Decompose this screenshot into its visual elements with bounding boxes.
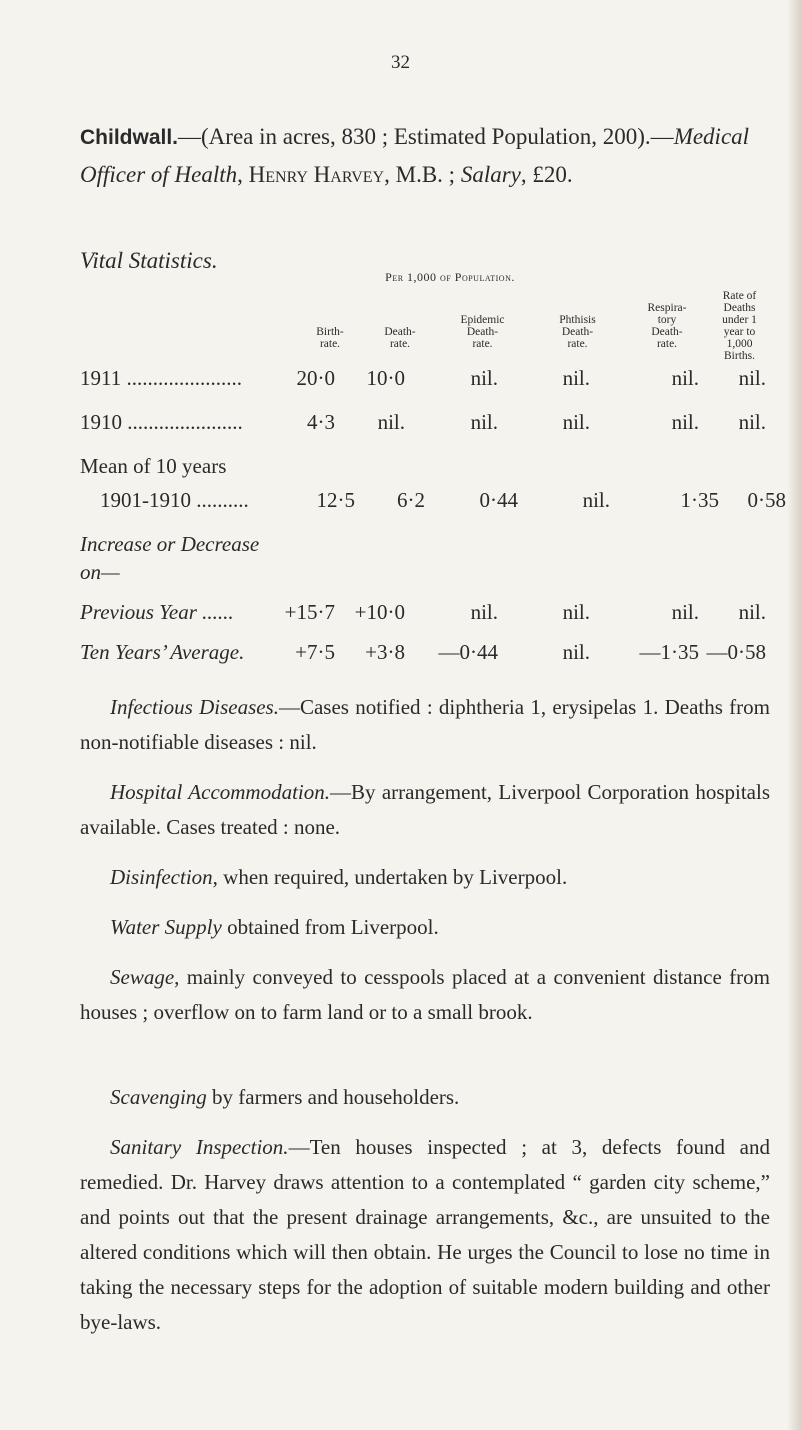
cell-respiratory: nil. (671, 410, 699, 434)
increase-label: Increase or Decrease (80, 532, 260, 556)
column-header-phthisis-death-rate: Phthisis Death- rate. (559, 314, 596, 350)
paragraph-lead: Infectious Diseases. (110, 695, 279, 719)
officer-title: Medical Officer of Health (80, 124, 750, 187)
salary-label: Salary (460, 162, 521, 187)
paragraph-text: , when required, undertaken by Liverpool. (212, 865, 568, 889)
cell-infant: nil. (738, 366, 766, 390)
cell-birth-rate: +15·7 (284, 600, 335, 624)
column-header-death-rate: Death- rate. (384, 326, 416, 350)
row-label-ten-years-average: Ten Years’ Average. (80, 640, 245, 664)
paragraph-text: obtained from Liverpool. (221, 915, 439, 939)
paragraph-scavenging (80, 1080, 770, 1115)
column-header-infant-mortality: Rate of Deaths under 1 year to 1,000 Births. (722, 290, 757, 362)
table-row-ten-years-average (80, 640, 780, 670)
cell-birth-rate: 4·3 (307, 410, 335, 434)
paragraph-lead: Sewage (110, 965, 175, 989)
row-label-1911: 1911 ...................... (80, 366, 242, 390)
cell-death-rate: nil. (377, 410, 405, 434)
cell-death-rate: 6·2 (397, 488, 425, 512)
paragraph-lead: Disinfection (110, 865, 213, 889)
cell-epidemic: nil. (470, 366, 498, 390)
cell-respiratory: nil. (671, 600, 699, 624)
table-row-mean (100, 488, 786, 518)
cell-birth-rate: 20·0 (296, 366, 335, 390)
paragraph-hospital-accommodation (80, 775, 770, 845)
paragraph-sanitary-inspection (80, 1130, 770, 1340)
paragraph-infectious-diseases (80, 690, 770, 760)
paragraph-lead: Sanitary Inspection. (110, 1135, 289, 1159)
cell-phthisis: nil. (562, 410, 590, 434)
cell-infant: —0·58 (706, 640, 766, 664)
cell-respiratory: 1·35 (680, 488, 719, 512)
district-name: Childwall. (80, 126, 179, 149)
paragraph-lead: Scavenging (110, 1085, 207, 1109)
paragraph-water-supply (80, 910, 770, 945)
cell-death-rate: +3·8 (365, 640, 405, 664)
mean-label: Mean of 10 years (80, 454, 227, 478)
cell-birth-rate: +7·5 (295, 640, 335, 664)
cell-phthisis: nil. (562, 640, 590, 664)
cell-death-rate: +10·0 (354, 600, 405, 624)
cell-infant: nil. (738, 600, 766, 624)
cell-respiratory: —1·35 (639, 640, 699, 664)
table-row-1911 (80, 366, 780, 396)
column-header-respiratory-death-rate: Respira- tory Death- rate. (647, 302, 687, 350)
cell-phthisis: nil. (582, 488, 610, 512)
paragraph-lead: Hospital Accommodation. (110, 780, 331, 804)
paragraph-text: by farmers and householders. (206, 1085, 460, 1109)
cell-respiratory: nil. (671, 366, 699, 390)
paragraph-sewage (80, 960, 770, 1030)
paragraph-text: —Ten houses inspected ; at 3, defects found and remedied. Dr. Harvey draws attention to a contemplated “ garden city scheme,” and points out that the present drainage arrangements, &c., are unsuited to the altered conditions which will then obtain. He urges the Council to lose no time in taking the necessary steps for the adoption of suitable modern building and other bye-laws. (80, 1135, 771, 1334)
officer-degree: , M.B. ; (384, 162, 456, 187)
per-1000-label: Per 1,000 of Population. (385, 270, 515, 284)
increase-label-on: on— (80, 560, 120, 584)
salary-value: , £20. (520, 162, 573, 187)
cell-phthisis: nil. (562, 366, 590, 390)
table-row-previous-year (80, 600, 780, 630)
row-label-mean: 1901-1910 .......... (100, 488, 249, 512)
paragraph-disinfection (80, 860, 770, 895)
cell-epidemic: nil. (470, 410, 498, 434)
column-header-epidemic-death-rate: Epidemic Death- rate. (460, 314, 505, 350)
district-heading: Childwall.—(Area in acres, 830 ; Estimated Population, 200).—Medical Officer of Health, Henry Harvey, M.B. ; Salary, £20. (80, 124, 750, 187)
row-label-previous-year: Previous Year ...... (80, 600, 234, 624)
cell-phthisis: nil. (562, 600, 590, 624)
paragraph-text: , mainly conveyed to cesspools placed at a convenient distance from houses ; overflow on to farm land or to a small brook. (80, 965, 770, 1024)
table-row-1910 (80, 410, 780, 440)
cell-infant: 0·58 (747, 488, 786, 512)
officer-name: Henry Harvey (248, 162, 385, 187)
cell-epidemic: 0·44 (479, 488, 518, 512)
cell-death-rate: 10·0 (366, 366, 405, 390)
cell-epidemic: nil. (470, 600, 498, 624)
cell-infant: nil. (738, 410, 766, 434)
paragraph-text: —Cases notified : diphtheria 1, erysipelas 1. Deaths from non-notifiable diseases : nil. (80, 695, 770, 754)
district-details: —(Area in acres, 830 ; Estimated Population, 200).— (178, 124, 674, 149)
row-label-1910: 1910 ...................... (80, 410, 243, 434)
paragraph-lead: Water Supply (110, 915, 222, 939)
vital-statistics-title: Vital Statistics. (80, 248, 218, 273)
page-number: 32 (391, 52, 410, 73)
column-header-birth-rate: Birth- rate. (316, 326, 344, 350)
cell-birth-rate: 12·5 (316, 488, 355, 512)
page-edge-shadow (787, 0, 801, 1430)
cell-epidemic: —0·44 (438, 640, 498, 664)
paragraph-text: —By arrangement, Liverpool Corporation hospitals available. Cases treated : none. (80, 780, 770, 839)
